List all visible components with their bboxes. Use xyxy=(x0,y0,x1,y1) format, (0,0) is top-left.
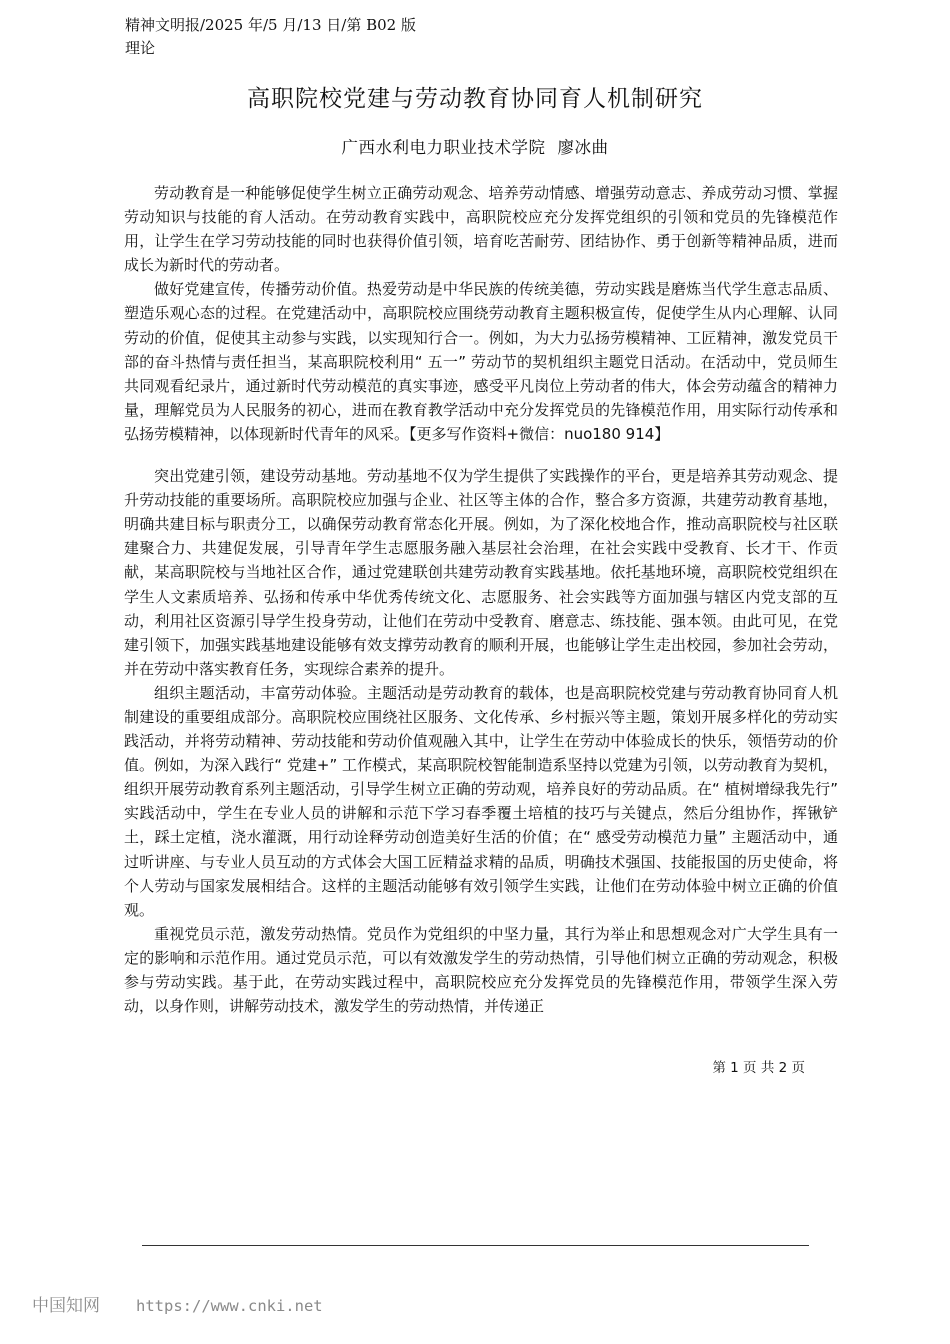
footer-divider xyxy=(142,1245,809,1246)
cnki-watermark-brand: 中国知网 xyxy=(32,1296,100,1316)
paragraph-labor-base: 突出党建引领，建设劳动基地。劳动基地不仅为学生提供了实践操作的平台，更是培养其劳动观念、提升劳动技能的重要场所。高职院校应加强与企业、社区等主体的合作，整合多方资源，共建劳动教育基地，明确共建目标与职责分工，以确保劳动教育常态化开展。例如，为了深化校地合作，推动高职院校与社区联建聚合力、共建促发展，引导青年学生志愿服务融入基层社会治理，在社会实践中受教育、长才干、作贡献，某高职院校与当地社区合作，通过党建联创共建劳动教育实践基地。依托基地环境，高职院校党组织在学生人文素质培养、弘扬和传承中华优秀传统文化、志愿服务、社会实践等方面加强与辖区内党支部的互动，利用社区资源引导学生投身劳动，让他们在劳动中受教育、磨意志、练技能、强本领。由此可见，在党建引领下，加强实践基地建设能够有效支撑劳动教育的顺利开展，也能够让学生走出校园，参加社会劳动，并在劳动中落实教育任务，实现综合素养的提升。 xyxy=(124,467,838,678)
author-name: 廖冰曲 xyxy=(557,138,609,157)
publication-source: 精神文明报/2025 年/5 月/13 日/第 B02 版理论 xyxy=(125,16,416,57)
paragraph-intro: 劳动教育是一种能够促使学生树立正确劳动观念、培养劳动情感、增强劳动意志、养成劳动习惯、掌握劳动知识与技能的育人活动。在劳动教育实践中，高职院校应充分发挥党组织的引领和党员的先锋模范作用，让学生在学习劳动技能的同时也获得价值引领，培育吃苦耐劳、团结协作、勇于创新等精神品质，进而成长为新时代的劳动者。 xyxy=(124,184,838,275)
author-line xyxy=(0,136,950,160)
author-affiliation: 广西水利电力职业技术学院 xyxy=(341,138,546,157)
cnki-watermark-url: https://www.cnki.net xyxy=(136,1297,323,1315)
paragraph-party-member-demo: 重视党员示范，激发劳动热情。党员作为党组织的中坚力量，其行为举止和思想观念对广大学生具有一定的影响和示范作用。通过党员示范，可以有效激发学生的劳动热情，引导他们树立正确的劳动观念，积极参与劳动实践。基于此，在劳动实践过程中，高职院校应充分发挥党员的先锋模范作用，带领学生深入劳动，以身作则，讲解劳动技术，激发学生的劳动热情，并传递正 xyxy=(124,924,838,1016)
paragraph-party-publicity: 做好党建宣传，传播劳动价值。热爱劳动是中华民族的传统美德，劳动实践是磨炼当代学生意志品质、塑造乐观心态的过程。在党建活动中，高职院校应围绕劳动教育主题积极宣传，促使学生从内心理解、认同劳动的价值，促使其主动参与实践，以实现知行合一。例如，为大力弘扬劳模精神、工匠精神，激发党员干部的奋斗热情与责任担当，某高职院校利用“ 五一” 劳动节的契机组织主题党日活动。在活动中，党员师生共同观看纪录片，通过新时代劳动模范的真实事迹，感受平凡岗位上劳动者的伟大，体会劳动蕴含的精神力量，理解党员为人民服务的初心，进而在教育教学活动中充分发挥党员的先锋模范作用，用实际行动传承和弘扬劳模精神，以体现新时代青年的风采。【更多写作资料+微信：nuo180 914】 xyxy=(124,280,838,443)
paragraph-theme-activities: 组织主题活动，丰富劳动体验。主题活动是劳动教育的载体，也是高职院校党建与劳动教育协同育人机制建设的重要组成部分。高职院校应围绕社区服务、文化传承、乡村振兴等主题，策划开展多样化的劳动实践活动，并将劳动精神、劳动技能和劳动价值观融入其中，让学生在劳动中体验成长的快乐，领悟劳动的价值。例如，为深入践行“ 党建+” 工作模式，某高职院校智能制造系坚持以党建为引领，以劳动教育为契机，组织开展劳动教育系列主题活动，引导学生树立正确的劳动观，培养良好的劳动品质。在“ 植树增绿我先行” 实践活动中，学生在专业人员的讲解和示范下学习春季覆土培植的技巧与关键点，然后分组协作，挥锹铲土，踩土定植，浇水灌溉，用行动诠释劳动创造美好生活的价值；在“ 感受劳动模范力量” 主题活动中，通过听讲座、与专业人员互动的方式体会大国工匠精益求精的品质，明确技术强国、技能报国的历史使命，将个人劳动与国家发展相结合。这样的主题活动能够有效引领学生实践，让他们在劳动体验中树立正确的价值观。 xyxy=(124,683,838,919)
article-body xyxy=(124,181,838,1018)
page-indicator: 第 1 页 共 2 页 xyxy=(712,1060,805,1076)
article-title: 高职院校党建与劳动教育协同育人机制研究 xyxy=(247,86,703,112)
